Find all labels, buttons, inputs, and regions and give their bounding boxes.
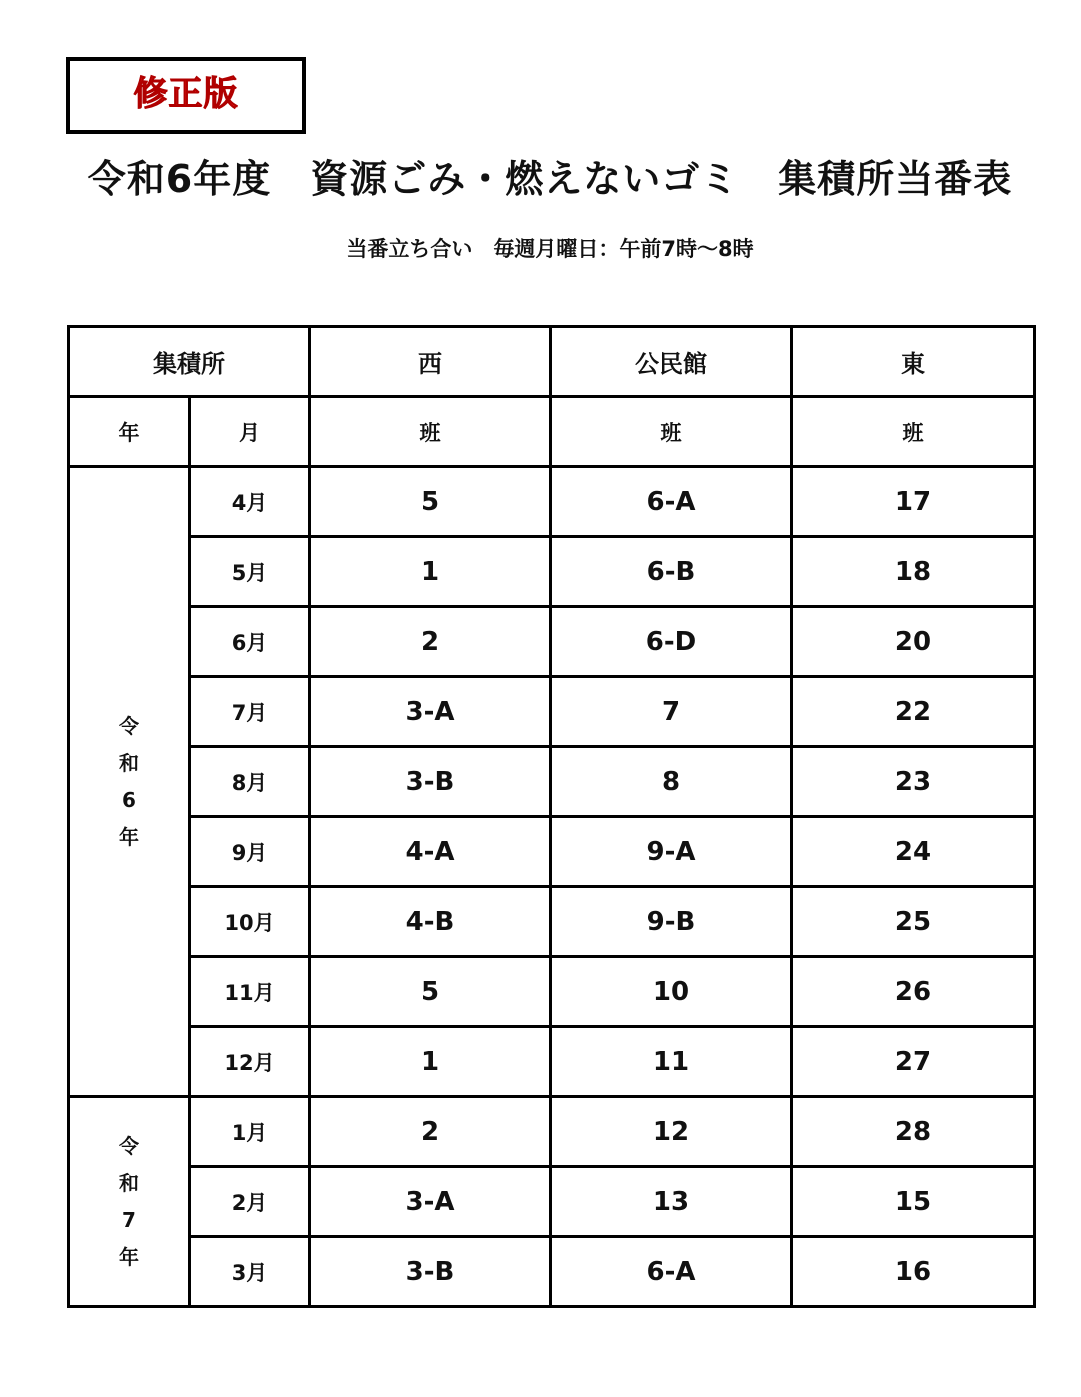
page-subtitle: 当番立ち合い 毎週月曜日：午前7時～8時: [346, 237, 754, 261]
community-hall-group-cell: 11: [551, 1027, 792, 1097]
month-cell: 3月: [190, 1237, 310, 1307]
month-cell: 9月: [190, 817, 310, 887]
community-hall-group-cell: 6-A: [551, 467, 792, 537]
east-group-cell: 25: [792, 887, 1035, 957]
era-year-char: 6: [122, 787, 136, 812]
west-group-cell: 1: [310, 537, 551, 607]
table-row: [69, 887, 1035, 957]
community-hall-group-cell: 6-B: [551, 537, 792, 607]
east-group-cell: 23: [792, 747, 1035, 817]
community-hall-group-cell: 9-A: [551, 817, 792, 887]
east-group-cell: 15: [792, 1167, 1035, 1237]
era-year-cell: [69, 467, 190, 1097]
month-cell: 8月: [190, 747, 310, 817]
west-group-cell: 3-A: [310, 677, 551, 747]
west-group-cell: 2: [310, 607, 551, 677]
revised-edition-badge: [66, 57, 306, 134]
west-group-cell: 3-A: [310, 1167, 551, 1237]
community-hall-group-cell: 9-B: [551, 887, 792, 957]
month-cell: 4月: [190, 467, 310, 537]
west-group-cell: 3-B: [310, 1237, 551, 1307]
west-group-cell: 1: [310, 1027, 551, 1097]
subheader-community-hall-group: 班: [551, 397, 792, 467]
east-group-cell: 17: [792, 467, 1035, 537]
east-group-cell: 26: [792, 957, 1035, 1027]
era-year-cell: [69, 1097, 190, 1307]
table-header-row: [69, 327, 1035, 397]
table-row: [69, 747, 1035, 817]
east-group-cell: 28: [792, 1097, 1035, 1167]
era-year-char: 7: [122, 1207, 136, 1232]
east-group-cell: 20: [792, 607, 1035, 677]
subheader-east-group: 班: [792, 397, 1035, 467]
table-row: [69, 957, 1035, 1027]
table-row: [69, 1167, 1035, 1237]
month-cell: 2月: [190, 1167, 310, 1237]
east-group-cell: 24: [792, 817, 1035, 887]
east-group-cell: 27: [792, 1027, 1035, 1097]
subheader-year: 年: [69, 397, 190, 467]
page-title: 令和6年度 資源ごみ・燃えないゴミ 集積所当番表: [87, 157, 1013, 201]
subheader-west-group: 班: [310, 397, 551, 467]
header-location: 集積所: [69, 327, 310, 397]
community-hall-group-cell: 6-A: [551, 1237, 792, 1307]
era-year-char: 和: [119, 750, 139, 775]
table-row: [69, 537, 1035, 607]
table-row: [69, 467, 1035, 537]
table-row: [69, 677, 1035, 747]
community-hall-group-cell: 8: [551, 747, 792, 817]
east-group-cell: 16: [792, 1237, 1035, 1307]
west-group-cell: 4-B: [310, 887, 551, 957]
west-group-cell: 2: [310, 1097, 551, 1167]
east-group-cell: 18: [792, 537, 1035, 607]
west-group-cell: 3-B: [310, 747, 551, 817]
revised-edition-label: 修正版: [133, 74, 239, 114]
table-subheader-row: [69, 397, 1035, 467]
community-hall-group-cell: 7: [551, 677, 792, 747]
header-west: 西: [310, 327, 551, 397]
west-group-cell: 5: [310, 957, 551, 1027]
month-cell: 11月: [190, 957, 310, 1027]
table-row: [69, 1237, 1035, 1307]
table-row: [69, 1027, 1035, 1097]
west-group-cell: 4-A: [310, 817, 551, 887]
month-cell: 6月: [190, 607, 310, 677]
west-group-cell: 5: [310, 467, 551, 537]
era-year-char: 令: [119, 1133, 139, 1158]
community-hall-group-cell: 12: [551, 1097, 792, 1167]
community-hall-group-cell: 6-D: [551, 607, 792, 677]
month-cell: 7月: [190, 677, 310, 747]
subheader-month: 月: [190, 397, 310, 467]
table-row: [69, 1097, 1035, 1167]
era-year-char: 和: [119, 1170, 139, 1195]
community-hall-group-cell: 13: [551, 1167, 792, 1237]
community-hall-group-cell: 10: [551, 957, 792, 1027]
header-east: 東: [792, 327, 1035, 397]
duty-roster-table: [67, 325, 1036, 1308]
table-row: [69, 817, 1035, 887]
month-cell: 1月: [190, 1097, 310, 1167]
era-year-char: 年: [119, 1244, 139, 1269]
era-year-char: 令: [119, 713, 139, 738]
era-year-char: 年: [119, 824, 139, 849]
table-row: [69, 607, 1035, 677]
header-community-hall: 公民館: [551, 327, 792, 397]
month-cell: 5月: [190, 537, 310, 607]
month-cell: 10月: [190, 887, 310, 957]
month-cell: 12月: [190, 1027, 310, 1097]
east-group-cell: 22: [792, 677, 1035, 747]
